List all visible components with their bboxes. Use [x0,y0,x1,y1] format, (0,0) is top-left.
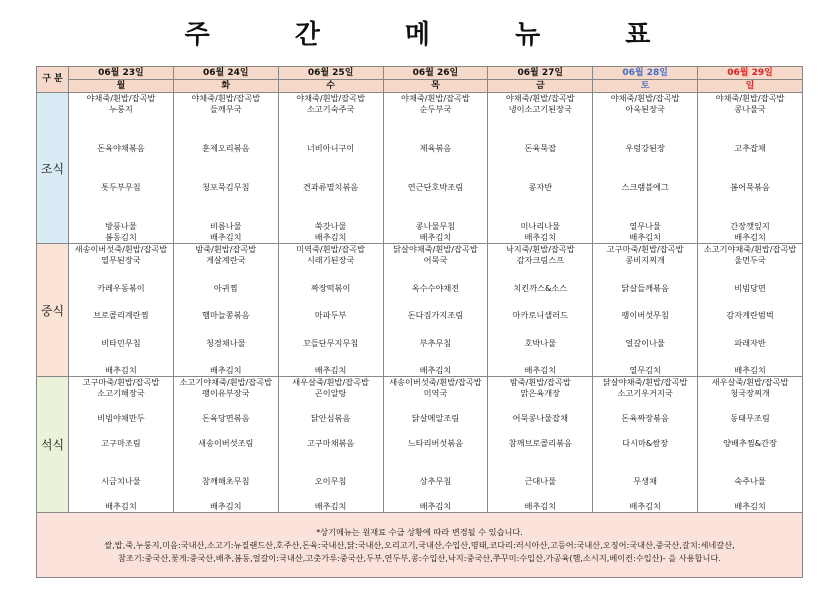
day-weekday: 수 [278,80,383,93]
spacer [69,266,173,283]
menu-item: 연근단호박조림 [407,182,464,192]
menu-cell [698,244,803,377]
menu-item: 닭살메알조림 [411,412,460,423]
spacer [488,349,592,366]
menu-item: 배추김치 [314,500,347,511]
menu-item: 돈다짐가지조림 [407,310,464,320]
spacer [698,321,802,338]
menu-item: 새송이버섯죽/흰밥/잡곡밥 [74,244,168,254]
menu-item: 닭살야채죽/흰밥/잡곡밥 [393,244,478,254]
spacer [279,193,383,221]
menu-item: 배추김치 [209,232,242,242]
menu-item: 콩나물무침 [415,221,456,231]
meal-row [37,93,803,244]
day-weekday: 토 [593,80,698,93]
menu-item: 비빔당면 [734,282,766,293]
spacer [698,399,802,413]
spacer [384,449,488,463]
spacer [279,294,383,311]
menu-item: 햄마늘쫑볶음 [202,310,250,320]
day-weekday: 금 [488,80,593,93]
menu-item: 콩비지찌개 [625,255,665,265]
spacer [279,462,383,476]
menu-item: 배추김치 [209,500,242,511]
menu-item: 봄어묵볶음 [730,182,770,192]
menu-item: 비름나물 [209,221,242,231]
menu-item: 마카로니샐러드 [512,310,568,320]
spacer [69,154,173,182]
menu-item: 비빔야채만두 [97,412,145,423]
menu-item: 배추김치 [524,232,557,242]
menu-item: 콩자반 [528,182,553,192]
menu-item: 어묵국 [423,255,448,265]
menu-item: 시금치나물 [101,476,141,487]
menu-item: 마파두부 [314,310,347,320]
menu-item: 배추김치 [105,365,137,375]
menu-item: 밤죽/흰밥/잡곡밥 [509,377,571,387]
menu-item: 아욱된장국 [625,104,665,114]
menu-item: 호박나물 [524,337,557,348]
menu-item: 우렁강된장 [625,143,665,153]
menu-item: 다시마&쌈장 [622,437,669,448]
spacer [384,154,488,182]
spacer [593,294,697,311]
spacer [488,487,592,501]
spacer [698,294,802,311]
spacer [488,154,592,182]
menu-item: 미역죽/흰밥/잡곡밥 [296,244,365,254]
menu-item: 소고기야채죽/흰밥/잡곡밥 [703,244,797,254]
spacer [384,462,488,476]
menu-cell [69,377,174,513]
menu-item: 야채죽/흰밥/잡곡밥 [296,93,365,103]
menu-item: 팽이유부장국 [202,388,250,398]
menu-item: 어묵콩나물잡채 [512,412,568,423]
spacer [384,399,488,413]
spacer [384,266,488,283]
spacer [174,349,278,366]
meal-row [37,377,803,513]
meal-label: 중식 [37,244,69,377]
spacer [593,193,697,221]
spacer [488,424,592,438]
menu-cell [593,377,698,513]
meal-row [37,244,803,377]
menu-item: 열무된장국 [101,255,141,265]
menu-item: 곤이알탕 [314,388,347,398]
menu-item: 배추김치 [734,365,766,375]
menu-cell [593,244,698,377]
day-weekday: 목 [383,80,488,93]
menu-item: 제육볶음 [419,143,452,153]
spacer [174,462,278,476]
menu-item: 느타리버섯볶음 [407,437,464,448]
menu-item: 짜장떡볶이 [310,282,351,293]
spacer [174,399,278,413]
meal-label: 조식 [37,93,69,244]
spacer [174,193,278,221]
menu-item: 소고기우거지국 [617,388,673,398]
menu-item: 시래기된장국 [306,255,355,265]
menu-item: 브로콜리계란찜 [93,310,149,320]
weekly-menu-table [36,66,803,578]
spacer [593,462,697,476]
menu-item: 방풍나물 [105,221,137,231]
spacer [593,266,697,283]
menu-item: 고추잡채 [734,143,766,153]
spacer [279,449,383,463]
menu-item: 꼬들단무지무침 [302,337,359,348]
menu-item: 고구마죽/흰밥/잡곡밥 [82,377,160,387]
spacer [698,424,802,438]
menu-cell [383,244,488,377]
menu-item: 참깨해초무침 [202,476,250,487]
menu-item: 새우살죽/흰밥/잡곡밥 [711,377,789,387]
menu-item: 청경채나물 [205,337,246,348]
menu-item: 상추무침 [419,476,452,487]
menu-item: 숙주나물 [734,476,766,487]
menu-item: 오이무침 [314,476,347,487]
menu-cell [488,377,593,513]
menu-item: 열무나물 [629,221,661,231]
day-date: 06월 23일 [69,67,174,80]
spacer [279,399,383,413]
spacer [488,294,592,311]
menu-item: 카레우동볶이 [97,282,145,293]
menu-item: 무생채 [633,476,657,487]
spacer [698,487,802,501]
menu-item: 훈제오리볶음 [202,143,250,153]
category-header: 구 분 [37,67,69,93]
menu-item: 돈육당면볶음 [202,412,250,423]
spacer [698,193,802,221]
menu-cell [173,93,278,244]
menu-cell [488,93,593,244]
spacer [488,462,592,476]
menu-item: 닭안심볶음 [310,412,351,423]
menu-item: 양배추찜&간장 [723,437,777,448]
menu-item: 야채죽/흰밥/잡곡밥 [401,93,470,103]
menu-item: 배추김치 [419,365,452,375]
menu-item: 콩나물국 [734,104,766,114]
note-line: *상기메뉴는 원재료 수급 상황에 따라 변경될 수 있습니다. [316,526,523,537]
menu-item: 맑은육개장 [520,388,561,398]
menu-cell [278,377,383,513]
menu-item: 열무김치 [629,365,661,375]
spacer [593,487,697,501]
notes-cell [37,513,803,578]
menu-item: 배추김치 [105,500,137,511]
menu-item: 미역국 [423,388,448,398]
menu-item: 감자크림스프 [516,255,565,265]
menu-item: 야채죽/흰밥/잡곡밥 [191,93,261,103]
spacer [488,399,592,413]
menu-item: 새송이버섯조림 [198,437,254,448]
spacer [488,449,592,463]
spacer [698,449,802,463]
menu-item: 게살계란국 [205,255,246,265]
menu-item: 청포묵김무침 [202,182,250,192]
menu-cell [383,377,488,513]
spacer [279,321,383,338]
menu-item: 닭살야채죽/흰밥/잡곡밥 [602,377,688,387]
spacer [279,487,383,501]
menu-item: 톳두부무침 [101,182,141,192]
menu-item: 옥수수야채전 [411,282,460,293]
menu-item: 배추김치 [734,232,766,242]
menu-cell [69,93,174,244]
menu-item: 치킨까스&소스 [513,282,568,293]
menu-cell [383,93,488,244]
menu-item: 감자계란범벅 [726,310,774,320]
menu-item: 파래자반 [734,337,766,348]
menu-item: 야채죽/흰밥/잡곡밥 [505,93,575,103]
menu-item: 배추김치 [629,232,661,242]
menu-item: 배추김치 [314,232,347,242]
menu-item: 간장깻잎지 [730,221,770,231]
menu-cell [173,377,278,513]
menu-cell [698,93,803,244]
day-date: 06월 26일 [383,67,488,80]
menu-item: 소고기해장국 [97,388,145,398]
menu-item: 낙지죽/흰밥/잡곡밥 [505,244,575,254]
spacer [279,349,383,366]
note-line: 쌀,밥,죽,누룽지,미음:국내산,소고기:뉴질랜드산,호주산,돈육:국내산,닭:국내산,오리고기,국내산,수입산,명태,코다리:러시아산,고등어:국내산,오징어:국내산,중국산,갈치:세네갈산, [104,539,735,550]
spacer [384,321,488,338]
spacer [698,349,802,366]
menu-item: 비타민무침 [101,337,141,348]
spacer [488,193,592,221]
spacer [69,321,173,338]
spacer [384,349,488,366]
day-weekday: 화 [173,80,278,93]
menu-item: 돈육묵잡 [524,143,557,153]
menu-item: 미나리나물 [520,221,561,231]
spacer [593,115,697,143]
menu-cell [593,93,698,244]
spacer [384,487,488,501]
spacer [384,424,488,438]
spacer [174,487,278,501]
menu-item: 부추무침 [419,337,452,348]
spacer [488,115,592,143]
spacer [698,115,802,143]
spacer [174,154,278,182]
spacer [698,266,802,283]
day-date: 06월 24일 [173,67,278,80]
menu-item: 배추김치 [524,500,557,511]
menu-item: 견과류멸치볶음 [302,182,359,192]
menu-item: 아귀찜 [213,282,238,293]
spacer [698,462,802,476]
menu-item: 팽이버섯무침 [621,310,669,320]
spacer [174,321,278,338]
day-date: 06월 27일 [488,67,593,80]
spacer [69,462,173,476]
menu-item: 너비아니구이 [306,143,355,153]
menu-item: 닭살들깨볶음 [621,282,669,293]
menu-item: 소고기야채죽/흰밥/잡곡밥 [179,377,273,387]
spacer [69,399,173,413]
spacer [174,266,278,283]
menu-item: 청국장찌개 [730,388,770,398]
menu-cell [173,244,278,377]
menu-item: 얼갈이나물 [625,337,665,348]
spacer [593,321,697,338]
spacer [69,424,173,438]
day-date: 06월 25일 [278,67,383,80]
spacer [174,294,278,311]
spacer [593,399,697,413]
spacer [488,266,592,283]
spacer [69,294,173,311]
day-weekday: 월 [69,80,174,93]
spacer [279,266,383,283]
menu-item: 새송이버섯죽/흰밥/잡곡밥 [389,377,482,387]
spacer [593,349,697,366]
menu-item: 배추김치 [419,232,452,242]
spacer [69,193,173,221]
menu-cell [278,244,383,377]
page-title: 주 간 메 뉴 표 [184,20,689,50]
spacer [69,487,173,501]
spacer [279,115,383,143]
spacer [174,424,278,438]
menu-item: 누룽지 [109,104,133,114]
spacer [174,115,278,143]
menu-item: 스크램블에그 [621,182,669,192]
menu-item: 야채죽/흰밥/잡곡밥 [715,93,785,103]
date-header-row [37,67,803,80]
spacer [279,424,383,438]
menu-item: 배추김치 [314,365,347,375]
spacer [593,154,697,182]
menu-item: 고구마채볶음 [306,437,355,448]
menu-item: 배추김치 [629,500,661,511]
menu-item: 순두부국 [419,104,452,114]
spacer [698,154,802,182]
spacer [69,115,173,143]
menu-item: 야채죽/흰밥/잡곡밥 [86,93,156,103]
spacer [384,294,488,311]
spacer [488,321,592,338]
menu-cell [69,244,174,377]
day-date: 06월 29일 [698,67,803,80]
day-date: 06월 28일 [593,67,698,80]
weekday-header-row [37,80,803,93]
menu-item: 돈육짜장볶음 [621,412,669,423]
menu-cell [488,244,593,377]
spacer [384,193,488,221]
spacer [593,424,697,438]
menu-cell [278,93,383,244]
menu-item: 밤죽/흰밥/잡곡밥 [195,244,257,254]
spacer [384,115,488,143]
menu-item: 봄동김치 [105,232,137,242]
spacer [174,449,278,463]
menu-item: 배추김치 [419,500,452,511]
note-line: 참조기:중국산,꽃게:중국산,배추,봄동,얼갈이:국내산,고춧가루:중국산,두부,연두부,콩:수입산,낙지:중국산,쭈꾸미:수입산,가공육(햄,소시지,베이컨:수입산)- 을 사용합니다. [118,552,721,563]
menu-item: 고구마조림 [101,437,141,448]
meal-label: 석식 [37,377,69,513]
spacer [279,154,383,182]
menu-item: 배추김치 [209,365,242,375]
menu-item: 근대나물 [524,476,557,487]
spacer [69,349,173,366]
menu-item: 소고기숙주국 [306,104,355,114]
notes-row [37,513,803,578]
menu-item: 냉이소고기된장국 [508,104,572,114]
menu-item: 고구마죽/흰밥/잡곡밥 [606,244,684,254]
menu-item: 돈육야채볶음 [97,143,145,153]
menu-item: 쑥갓나물 [314,221,347,231]
spacer [593,449,697,463]
menu-item: 들깨무국 [209,104,242,114]
menu-item: 새우살죽/흰밥/잡곡밥 [292,377,369,387]
menu-item: 울먼두국 [734,255,766,265]
menu-cell [698,377,803,513]
menu-item: 야채죽/흰밥/잡곡밥 [610,93,680,103]
menu-item: 배추김치 [734,500,766,511]
menu-item: 배추김치 [524,365,557,375]
day-weekday: 일 [698,80,803,93]
menu-item: 참깨브로콜리볶음 [508,437,572,448]
menu-item: 동태무조림 [730,412,770,423]
spacer [69,449,173,463]
